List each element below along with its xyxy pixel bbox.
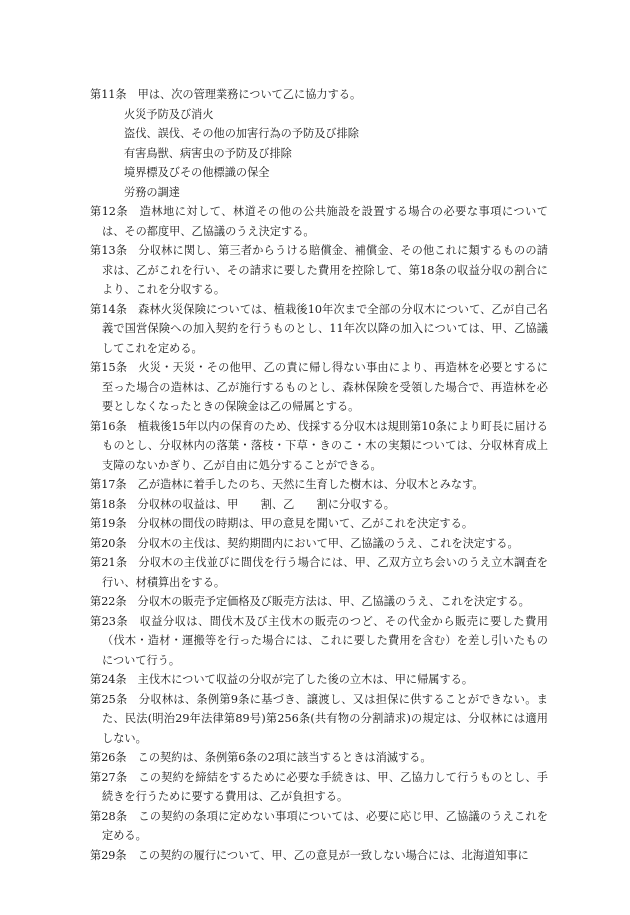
article-number: 第24条 [90, 673, 127, 686]
article-22 [90, 592, 548, 612]
article-number: 第18条 [90, 497, 127, 511]
article-20 [90, 534, 548, 554]
article-number: 第27条 [90, 770, 128, 784]
article-text: 分収林は、条例第9条に基づき、譲渡し、又は担保に供することができない。また、民法(明治29年法律第89号)第256条(共有物の分割請求)の規定は、分収林には適用しない。 [102, 692, 548, 745]
article-15 [90, 358, 548, 417]
article-number: 第29条 [90, 848, 127, 862]
article-text: 森林火災保険については、植栽後10年次まで全部の分収木について、乙が自己名義で国営保険への加入契約を行うものとし、11年次以降の加入については、甲、乙協議してこれを定める。 [102, 302, 548, 355]
list-item: 盗伐、誤伐、その他の加害行為の予防及び排除 [124, 127, 359, 140]
article-text: 火災・天災・その他甲、乙の責に帰し得ない事由により、再造林を必要とするに至った場合の造林は、乙が施行するものとし、森林保険を受領した場合で、再造林を必要としなくなったときの保険金は乙の帰属とする。 [102, 361, 548, 413]
article-text: 収益分収は、間伐木及び主伐木の販売のつど、その代金から販売に要した費用（伐木・造材・運搬等を行った場合には、これに要した費用を含む）を差し引いたものについて行う。 [102, 614, 548, 667]
article-number: 第13条 [90, 244, 128, 257]
article-number: 第16条 [90, 419, 127, 433]
article-number: 第26条 [90, 751, 127, 764]
article-28 [90, 807, 548, 846]
article-number: 第21条 [90, 556, 128, 569]
article-text: 植栽後15年以内の保育のため、伐採する分収木は規則第10条により町長に届けるものとし、分収林内の落葉・落枝・下草・きのこ・木の実類については、分収林育成上支障のないかぎり、乙が自由に処分することができる。 [102, 419, 548, 472]
article-11-items [90, 105, 548, 203]
article-16 [90, 417, 548, 476]
article-24 [90, 670, 548, 690]
article-number: 第25条 [90, 692, 128, 706]
list-item: 火災予防及び消火 [124, 107, 214, 121]
article-text: 甲は、次の管理業務について乙に協力する。 [137, 88, 362, 101]
article-text: 分収林に関し、第三者からうける賠償金、補償金、その他これに類するものの請求は、乙がこれを行い、その請求に要した費用を控除して、第18条の収益分収の割合により、これを分収する。 [102, 244, 548, 296]
article-text: 主伐木について収益の分収が完了した後の立木は、甲に帰属する。 [137, 673, 474, 686]
article-number: 第15条 [90, 361, 128, 374]
article-number: 第11条 [90, 88, 127, 101]
article-text: 分収林の間伐の時期は、甲の意見を聞いて、乙がこれを決定する。 [137, 517, 474, 530]
article-21 [90, 553, 548, 592]
list-item: 労務の調達 [124, 185, 180, 199]
article-11 [90, 85, 548, 105]
article-number: 第12条 [90, 205, 129, 218]
article-text: 分収木の主伐並びに間伐を行う場合には、甲、乙双方立ち会いのうえ立木調査を行い、材積算出をする。 [102, 556, 548, 589]
article-number: 第20条 [90, 536, 127, 550]
article-13 [90, 241, 548, 300]
article-25 [90, 690, 548, 749]
article-text: この契約の条項に定めない事項については、必要に応じ甲、乙協議のうえこれを定める。 [102, 809, 548, 842]
article-text: 分収木の販売予定価格及び販売方法は、甲、乙協議のうえ、これを決定する。 [137, 595, 530, 608]
article-text: 分収木の主伐は、契約期間内において甲、乙協議のうえ、これを決定する。 [137, 536, 519, 550]
article-number: 第22条 [90, 595, 127, 608]
article-number: 第28条 [90, 809, 128, 823]
articles-list [90, 85, 548, 865]
article-number: 第19条 [90, 517, 127, 530]
article-text: この契約は、条例第6条の2項に該当するときは消滅する。 [137, 751, 432, 764]
article-text: 造林地に対して、林道その他の公共施設を設置する場合の必要な事項については、その都度甲、乙協議のうえ決定する。 [102, 205, 548, 238]
article-14 [90, 300, 548, 359]
article-18 [90, 495, 548, 515]
article-text: 分収林の収益は、甲 割、乙 割に分収する。 [137, 497, 395, 511]
list-item: 境界標及びその他標識の保全 [124, 166, 270, 179]
article-27 [90, 768, 548, 807]
list-item: 有害鳥獣、病害虫の予防及び排除 [124, 146, 292, 160]
article-number: 第17条 [90, 478, 127, 491]
article-29 [90, 846, 548, 866]
article-12 [90, 202, 548, 241]
article-text: 乙が造林に着手したのち、天然に生育した樹木は、分収木とみなす。 [137, 478, 484, 491]
article-17 [90, 475, 548, 495]
article-text: この契約を締結をするために必要な手続きは、甲、乙協力して行うものとし、手続きを行うために要する費用は、乙が負担する。 [102, 770, 548, 803]
article-26 [90, 748, 548, 768]
article-number: 第14条 [90, 302, 128, 316]
article-text: この契約の履行について、甲、乙の意見が一致しない場合には、北海道知事に [137, 848, 529, 862]
article-number: 第23条 [90, 614, 129, 628]
article-23 [90, 612, 548, 671]
article-19 [90, 514, 548, 534]
